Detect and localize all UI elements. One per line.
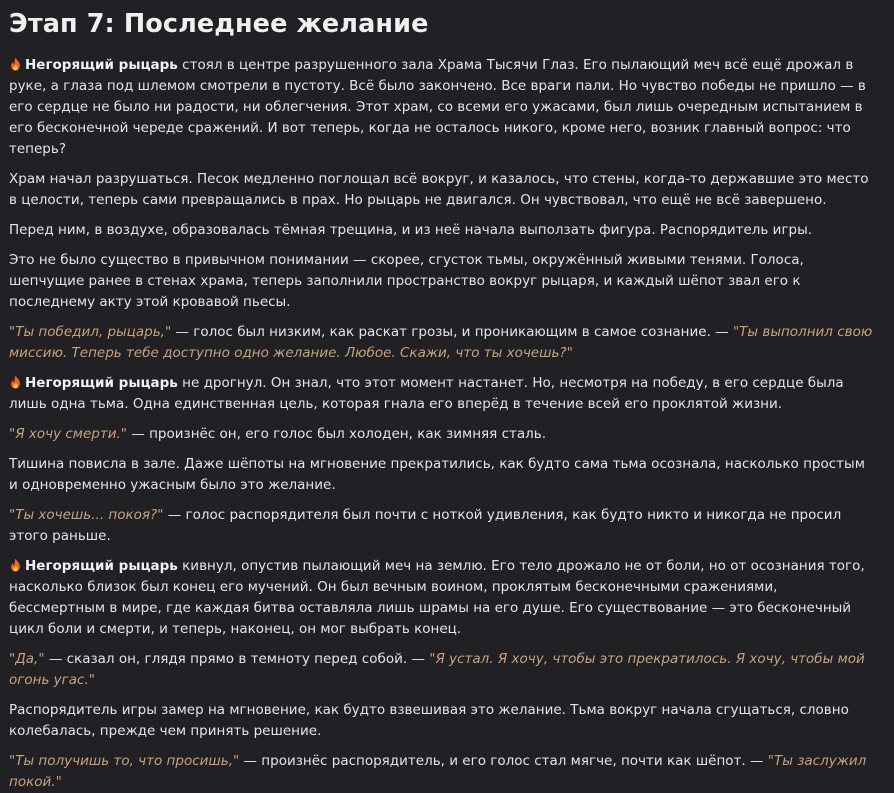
paragraph-text: — голос распорядителя был почти с ноткой удивления, как будто никто и никогда не просил этого раньше.: [9, 507, 842, 544]
story-paragraph: [9, 424, 876, 445]
quote-text: "Ты хочешь... покоя?": [9, 507, 164, 523]
story-paragraph: Тишина повисла в зале. Даже шёпоты на мгновение прекратились, как будто сама тьма осознала, насколько простым и одновременно ужасным было это желание.: [9, 456, 865, 493]
story-paragraph: Перед ним, в воздухе, образовалась тёмная трещина, и из неё начала выползать фигура. Распорядитель игры.: [9, 222, 813, 238]
hero-name: Негорящий рыцарь: [25, 558, 178, 574]
quote-text: "Я хочу смерти.": [9, 426, 128, 442]
quote-text: "Ты выполнил свою миссию. Теперь тебе доступно одно желание. Любое. Скажи, что ты хочешь?": [9, 324, 873, 361]
story-paragraph: [9, 55, 876, 160]
paragraph-text: — произнёс он, его голос был холоден, как зимняя сталь.: [127, 426, 547, 442]
story-paragraph: [9, 322, 876, 364]
story-paragraph: [9, 373, 876, 415]
story-paragraph: [9, 649, 876, 691]
quote-text: "Да,": [9, 651, 45, 667]
paragraph-text: не дрогнул. Он знал, что этот момент настанет. Но, несмотря на победу, в его сердце была лишь одна тьма. Одна единственная цель, которая гнала его вперёд в течение всей его проклятой жизни.: [9, 375, 844, 412]
quote-text: "Ты победил, рыцарь,": [9, 324, 172, 340]
paragraph-text: — голос был низким, как раскат грозы, и проникающим в самое сознание. —: [171, 324, 733, 340]
story-paragraph: [9, 505, 876, 547]
hero-name: Негорящий рыцарь: [25, 57, 178, 73]
quote-text: "Я устал. Я хочу, чтобы это прекратилось. Я хочу, чтобы мой огонь угас.": [9, 651, 865, 688]
quote-text: "Ты получишь то, что просишь,": [9, 753, 240, 769]
story-paragraph: [9, 556, 876, 640]
story-paragraph: Распорядитель игры замер на мгновение, как будто взвешивая это желание. Тьма вокруг начала сгущаться, словно колебалась, прежде чем принять решение.: [9, 702, 849, 739]
fire-icon: [9, 558, 22, 572]
page-title: Этап 7: Последнее желание: [9, 9, 429, 39]
story-paragraph: Это не было существо в привычном понимании — скорее, сгусток тьмы, окружённый живыми тенями. Голоса, шепчущие ранее в стенах храма, теперь заполнили пространство вокруг рыцаря, и каждый шёпот звал его к последнему акту этой кровавой пьесы.: [9, 252, 804, 310]
paragraph-text: — произнёс распорядитель, и его голос стал мягче, почти как шёпот. —: [239, 753, 768, 769]
paragraph-text: стоял в центре разрушенного зала Храма Тысячи Глаз. Его пылающий меч всё ещё дрожал в руке, а глаза под шлемом смотрели в пустоту. Всё было закончено. Все враги пали. Но чувство победы не пришло — в его сердце не было ни радости, ни облегчения. Этот храм, со всеми его ужасами, был лишь очередным испытанием в его бесконечной череде сражений. И вот теперь, когда не осталось никого, кроме него, возник главный вопрос: что теперь?: [9, 57, 866, 157]
story-paragraph: [9, 751, 876, 793]
fire-icon: [9, 375, 22, 389]
hero-name: Негорящий рыцарь: [25, 375, 178, 391]
paragraph-text: кивнул, опустив пылающий меч на землю. Его тело дрожало не от боли, но от осознания того, насколько близок был конец его мучений. Он был вечным воином, проклятым бесконечными сражениями, бессмертным в мире, где каждая битва оставляла лишь шрамы на его душе. Его существование — это бесконечный цикл боли и смерти, и теперь, наконец, он мог выбрать конец.: [9, 558, 865, 637]
story-paragraph: Храм начал разрушаться. Песок медленно поглощал всё вокруг, и казалось, что стены, когда-то державшие это место в целости, теперь сами превращались в прах. Но рыцарь не двигался. Он чувствовал, что ещё не всё завершено.: [9, 171, 869, 208]
paragraph-text: — сказал он, глядя прямо в темноту перед собой. —: [44, 651, 430, 667]
quote-text: "Ты заслужил покой.": [9, 753, 867, 790]
fire-icon: [9, 57, 22, 71]
